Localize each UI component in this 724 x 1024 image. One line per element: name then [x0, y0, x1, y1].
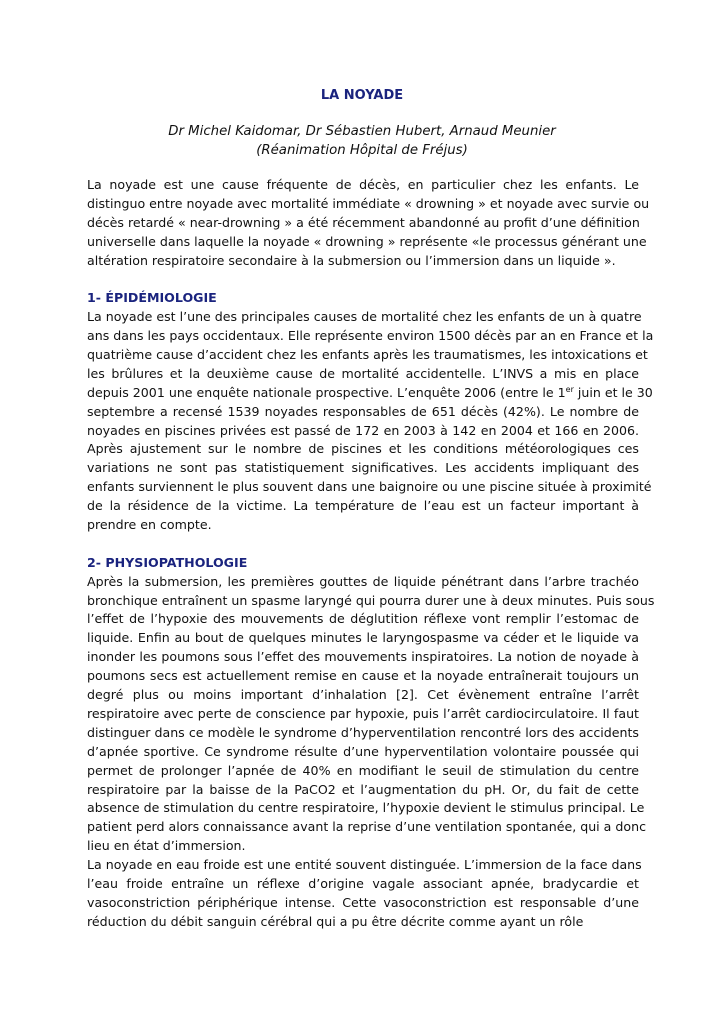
- text-line: de la résidence de la victime. La température de l’eau est un facteur important à: [87, 498, 639, 514]
- section-physiopathologie: [87, 554, 655, 932]
- superscript: er: [565, 384, 574, 394]
- text-line: les brûlures et la deuxième cause de mortalité accidentelle. L’INVS a mis en place: [87, 365, 639, 381]
- text-line: degré plus ou moins important d’inhalation [2]. Cet évènement entraîne l’arrêt: [87, 687, 639, 703]
- text-line: septembre a recensé 1539 noyades responsables de 651 décès (42%). Le nombre de: [87, 403, 639, 419]
- text-line: bronchique entraînent un spasme laryngé qui pourra durer une à deux minutes. Puis sous: [87, 592, 655, 608]
- text-line: d’apnée sportive. Ce syndrome résulte d’une hyperventilation volontaire poussée qui: [87, 743, 639, 759]
- text-line: Après ajustement sur le nombre de piscines et les conditions météorologiques ces: [87, 441, 639, 457]
- text-line: vasoconstriction périphérique intense. Cette vasoconstriction est responsable d’une: [87, 894, 639, 910]
- text-line: permet de prolonger l’apnée de 40% en modifiant le seuil de stimulation du centre: [87, 762, 639, 778]
- text-line-with-superscript: [87, 384, 653, 403]
- document-body: [87, 176, 655, 932]
- text-line: enfants surviennent le plus souvent dans une baignoire ou une piscine située à proximité: [87, 479, 652, 495]
- text-line: Après la submersion, les premières gouttes de liquide pénétrant dans l’arbre trachéo: [87, 573, 639, 589]
- text-line: poumons secs est actuellement remise en cause et la noyade entraînerait toujours un: [87, 668, 639, 684]
- text-line: réduction du débit sanguin cérébral qui a pu être décrite comme ayant un rôle: [87, 913, 584, 929]
- text-line: respiratoire par la baisse de la PaCO2 et l’augmentation du pH. Or, du fait de cette: [87, 781, 639, 797]
- section-heading: 1- ÉPIDÉMIOLOGIE: [87, 290, 217, 306]
- text-line: l’eau froide entraîne un réflexe d’origine vagale associant apnée, bradycardie et: [87, 875, 639, 891]
- text-line: l’effet de l’hypoxie des mouvements de déglutition réflexe vont remplir l’estomac de: [87, 611, 639, 627]
- text-line: décès retardé « near-drowning » a été récemment abandonné au profit d’une définition: [87, 214, 640, 230]
- text-line: patient perd alors connaissance avant la reprise d’une ventilation spontanée, qui a donc: [87, 819, 647, 835]
- text-line: liquide. Enfin au bout de quelques minutes le laryngospasme va céder et le liquide va: [87, 630, 639, 646]
- text-line: distinguo entre noyade avec mortalité immédiate « drowning » et noyade avec survie ou: [87, 195, 650, 211]
- text-line: distinguer dans ce modèle le syndrome d’hyperventilation rencontré lors des accidents: [87, 724, 639, 740]
- section-epidemiologie: [87, 289, 654, 535]
- text-segment: juin et le 30: [573, 384, 653, 400]
- text-line: lieu en état d’immersion.: [87, 838, 246, 854]
- text-line: respiratoire avec perte de conscience par hypoxie, puis l’arrêt cardiocirculatoire. Il faut: [87, 705, 639, 721]
- text-line: prendre en compte.: [87, 517, 212, 533]
- text-line: universelle dans laquelle la noyade « drowning » représente «le processus générant une: [87, 233, 647, 249]
- text-segment: depuis 2001 une enquête nationale prospective. L’enquête 2006 (entre le 1: [87, 384, 566, 400]
- affiliation-line: (Réanimation Hôpital de Fréjus): [256, 143, 468, 158]
- text-line: ans dans les pays occidentaux. Elle représente environ 1500 décès par an en France et la: [87, 328, 654, 344]
- document-title: LA NOYADE: [320, 88, 404, 103]
- text-line: quatrième cause d’accident chez les enfants après les traumatismes, les intoxications et: [87, 347, 648, 363]
- authors-line: Dr Michel Kaidomar, Dr Sébastien Hubert, Arnaud Meunier: [168, 124, 556, 139]
- author-block: [0, 122, 724, 160]
- text-line: inonder les poumons sous l’effet des mouvements inspiratoires. La notion de noyade à: [87, 649, 639, 665]
- text-line: variations ne sont pas statistiquement significatives. Les accidents impliquant des: [87, 460, 639, 476]
- text-line: absence de stimulation du centre respiratoire, l’hypoxie devient le stimulus principal. Le: [87, 800, 645, 816]
- text-line: altération respiratoire secondaire à la submersion ou l’immersion dans un liquide ».: [87, 252, 616, 268]
- section-heading: 2- PHYSIOPATHOLOGIE: [87, 554, 248, 570]
- text-line: La noyade est une cause fréquente de décès, en particulier chez les enfants. Le: [87, 177, 639, 192]
- text-line: La noyade en eau froide est une entité souvent distinguée. L’immersion de la face dans: [87, 857, 642, 873]
- text-line: La noyade est l’une des principales causes de mortalité chez les enfants de un à quatre: [87, 309, 642, 325]
- text-line: noyades en piscines privées est passé de 172 en 2003 à 142 en 2004 et 166 en 2006.: [87, 422, 639, 438]
- intro-paragraph: [87, 176, 650, 270]
